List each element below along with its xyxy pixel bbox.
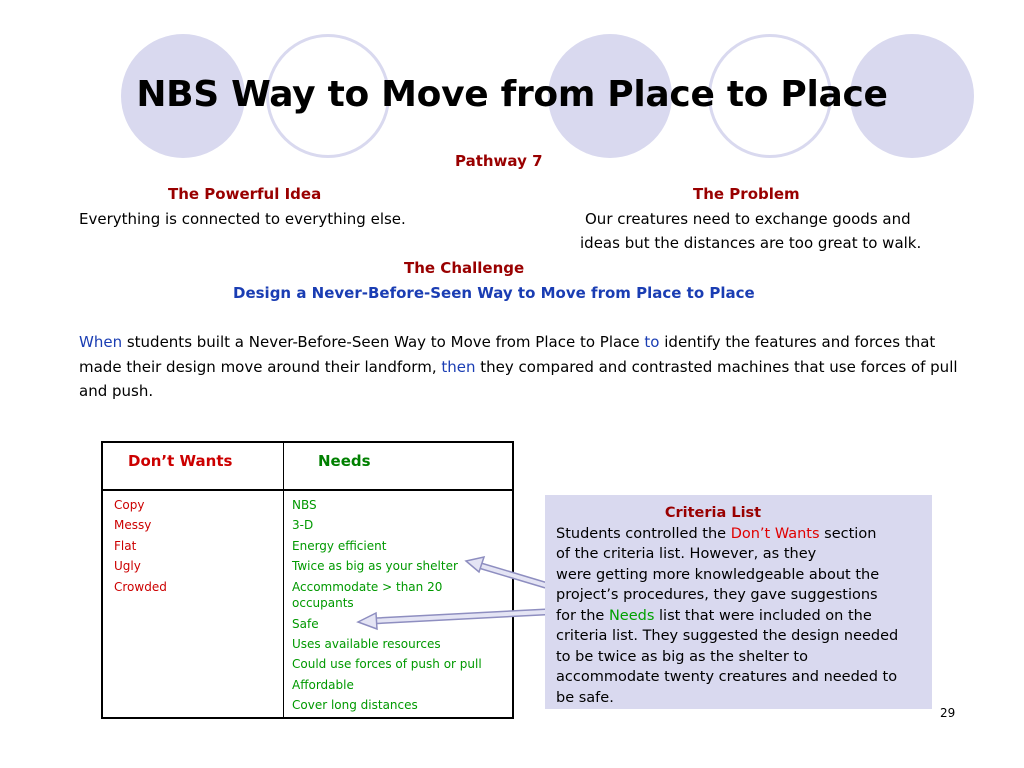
callout-text: for the [556,607,609,624]
callout-line [556,524,922,545]
list-item: Cover long distances [292,698,418,713]
list-item: Could use forces of push or pull [292,657,482,672]
callout-text: section [819,525,877,542]
callout-line: were getting more knowledgeable about the [556,566,880,583]
table-column-divider [283,443,284,717]
needs-list [292,495,512,716]
list-item: Twice as big as your shelter [292,559,458,574]
pathway-label: Pathway 7 [455,152,543,170]
callout-text: Students controlled the [556,525,731,542]
list-item: Ugly [114,559,141,574]
callout-line: accommodate twenty creatures and needed to [556,669,898,685]
list-item: NBS [292,498,317,512]
paragraph-text-3: they compared and contrasted machines that use forces of pull and push. [79,357,958,400]
list-item: 3-D [292,518,314,533]
list-item: Crowded [114,579,167,594]
page-number: 29 [940,706,956,720]
keyword-when: When [79,333,123,351]
criteria-list-title: Criteria List [664,505,762,521]
needs-header: Needs [318,452,371,470]
callout-text: list that were included on the [654,607,872,624]
callout-line: to be twice as big as the shelter to [556,648,808,665]
outcome-paragraph [79,330,969,404]
list-item: Affordable [292,677,354,692]
list-item: Uses available resources [292,637,441,652]
problem-heading: The Problem [693,185,800,203]
dont-wants-highlight: Don’t Wants [730,525,820,542]
keyword-to: to [644,333,660,351]
callout-line: be safe. [556,689,614,706]
dont-wants-header: Don’t Wants [128,452,233,470]
powerful-idea-text: Everything is connected to everything else. [79,210,406,228]
callout-line: criteria list. They suggested the design needed [556,628,899,644]
list-item: Energy efficient [292,538,387,553]
paragraph-text-2: identify the features and forces that made their design move around their landform, [79,333,936,376]
list-item: Flat [114,538,137,553]
callout-line: of the criteria list. However, as they [556,546,817,562]
list-item: Copy [114,498,145,512]
criteria-table [101,441,514,719]
list-item: Messy [114,518,152,533]
keyword-then: then [441,357,476,376]
list-item: Safe [292,616,319,631]
criteria-list-callout [545,495,932,709]
problem-text-line1: Our creatures need to exchange goods and [585,210,911,228]
callout-line [556,606,922,627]
paragraph-text-1: students built a Never-Before-Seen Way to Move from Place to Place [122,333,645,351]
slide-title: NBS Way to Move from Place to Place [136,74,888,115]
callout-line: project’s procedures, they gave suggestions [556,587,878,603]
challenge-text: Design a Never-Before-Seen Way to Move from Place to Place [233,284,755,302]
list-item: Accommodate > than 20 occupants [292,579,443,610]
problem-text-line2: ideas but the distances are too great to walk. [580,234,922,252]
powerful-idea-heading: The Powerful Idea [168,185,322,203]
needs-highlight: Needs [608,607,655,624]
table-header-divider [103,489,512,491]
dont-wants-list [114,495,167,597]
challenge-heading: The Challenge [404,259,525,277]
